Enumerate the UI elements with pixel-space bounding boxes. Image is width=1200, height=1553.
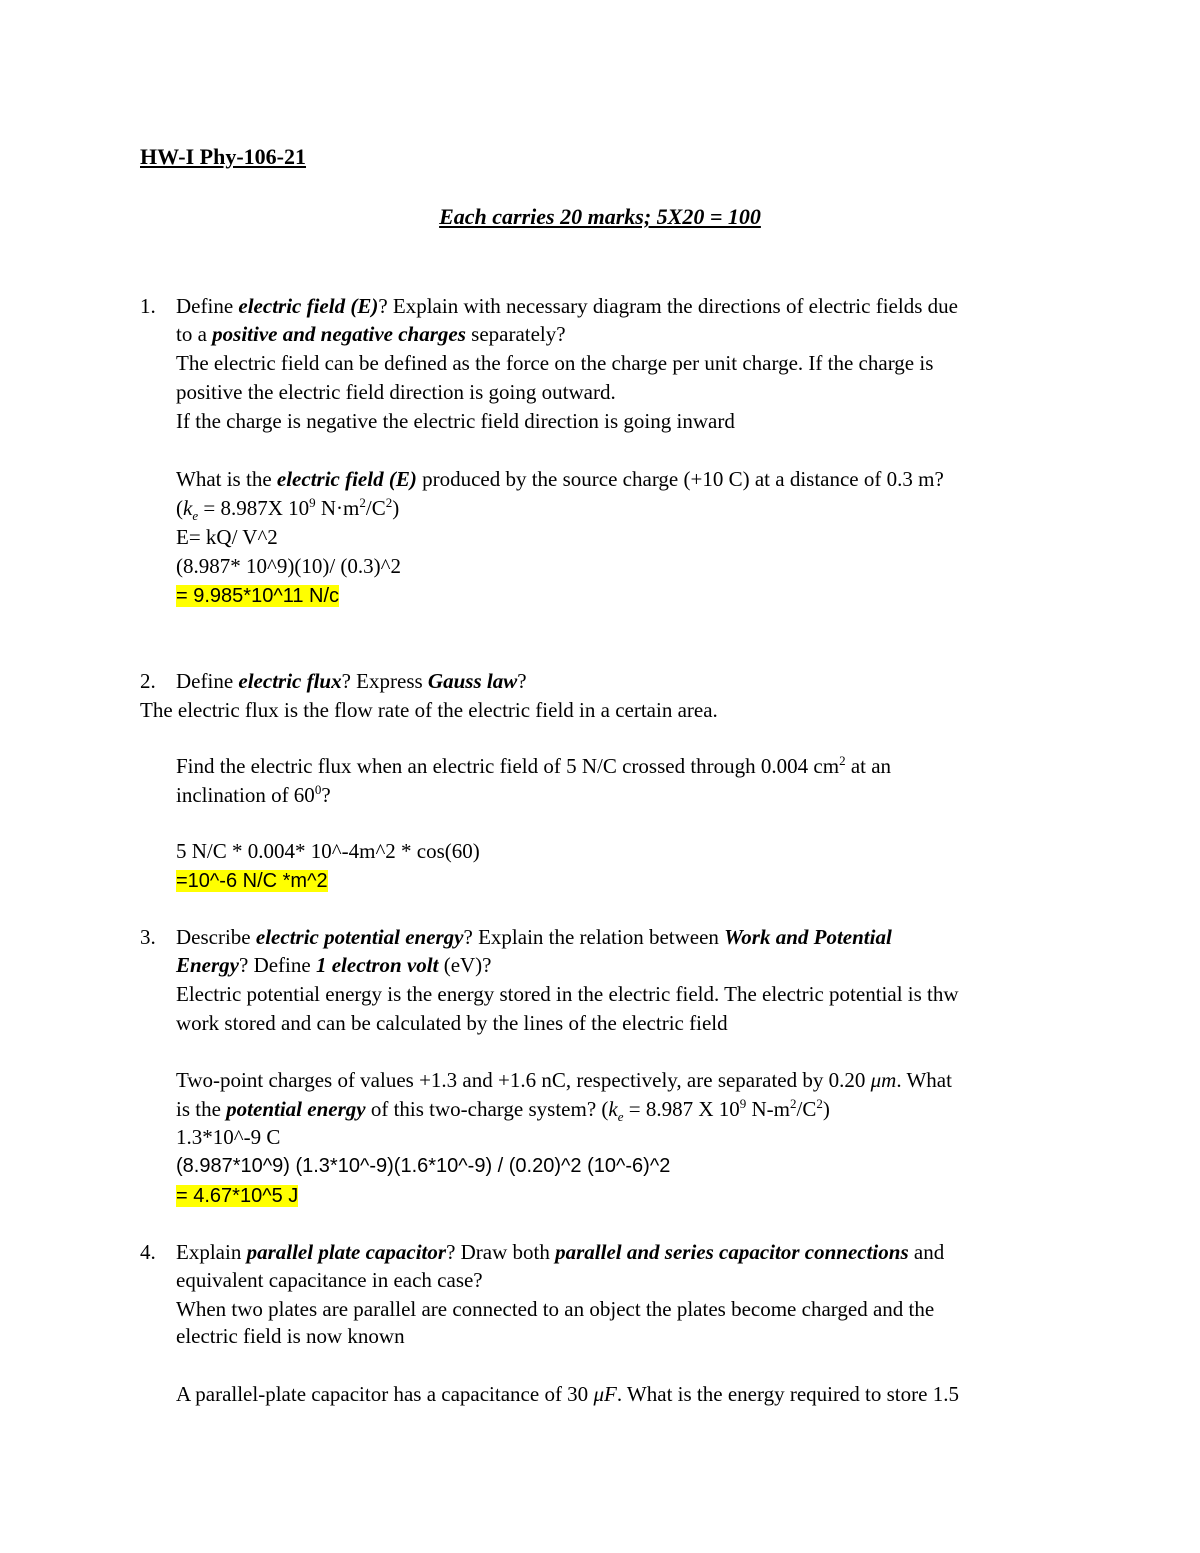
q2-work-line1: 5 N/C * 0.004* 10^-4m^2 * cos(60) bbox=[176, 839, 480, 863]
q1-work-line2: (8.987* 10^9)(10)/ (0.3)^2 bbox=[176, 554, 402, 578]
q2-subquestion-line1: Find the electric flux when an electric field of 5 N/C crossed through 0.004 $cm^2$ at an bbox=[176, 753, 892, 778]
q2-question-line1: Define electric flux? Express Gauss law? bbox=[176, 669, 527, 693]
marks-subtitle: Each carries 20 marks; 5X20 = 100 bbox=[439, 204, 761, 229]
q3-subquestion-line2: is the potential energy of this two-charge system? ($k_e = 8.987$ X $10^9$ $N-m^2/C^2$) bbox=[176, 1096, 830, 1125]
q1-answer-line3: If the charge is negative the electric field direction is going inward bbox=[176, 409, 735, 433]
q3-result bbox=[176, 1182, 298, 1209]
q1-question-line1: Define electric field (E)? Explain with necessary diagram the directions of electric fields due bbox=[176, 294, 958, 318]
q4-question-line2: equivalent capacitance in each case? bbox=[176, 1268, 483, 1292]
q3-question-line2: Energy? Define 1 electron volt (eV)? bbox=[176, 953, 492, 977]
q4-answer-line2: electric field is now known bbox=[176, 1324, 405, 1348]
q1-answer-line2: positive the electric field direction is going outward. bbox=[176, 380, 616, 404]
q2-subquestion-line2: inclination of $60^0$? bbox=[176, 782, 331, 807]
q3-highlighted-answer: = 4.67*10^5 J bbox=[176, 1185, 299, 1207]
q2-highlighted-answer: =10^-6 N/C *m^2 bbox=[176, 870, 328, 892]
q3-number: 3. bbox=[140, 925, 156, 949]
q1-number: 1. bbox=[140, 294, 156, 318]
q3-question-line1: Describe electric potential energy? Explain the relation between Work and Potential bbox=[176, 925, 892, 949]
q1-answer-line1: The electric field can be defined as the force on the charge per unit charge. If the charge is bbox=[176, 351, 934, 375]
q4-number: 4. bbox=[140, 1240, 156, 1264]
q3-answer-line2: work stored and can be calculated by the lines of the electric field bbox=[176, 1011, 728, 1035]
page-title: HW-I Phy-106-21 bbox=[140, 144, 307, 169]
q3-work-line2: (8.987*10^9) (1.3*10^-9)(1.6*10^-9) / (0.20)^2 (10^-6)^2 bbox=[176, 1155, 671, 1177]
q2-answer-line1: The electric flux is the flow rate of the electric field in a certain area. bbox=[140, 698, 718, 722]
q1-constant: ($k_e = 8.987X$ $10^9$ $N\cdot m^2/C^2$) bbox=[176, 495, 400, 524]
q2-result bbox=[176, 867, 328, 894]
q1-result bbox=[176, 582, 339, 609]
q1-highlighted-answer: = 9.985*10^11 N/c bbox=[176, 585, 340, 607]
q1-subquestion: What is the electric field (E) produced by the source charge (+10 C) at a distance of 0.3 m? bbox=[176, 467, 944, 491]
q3-work-line1: 1.3*10^-9 C bbox=[176, 1125, 281, 1149]
q3-answer-line1: Electric potential energy is the energy stored in the electric field. The electric potential is thw bbox=[176, 982, 959, 1006]
q3-subquestion-line1: Two-point charges of values +1.3 and +1.6 nC, respectively, are separated by 0.20 μm. What bbox=[176, 1068, 952, 1092]
q2-number: 2. bbox=[140, 669, 156, 693]
q1-question-line2: to a positive and negative charges separately? bbox=[176, 322, 566, 346]
q1-work-line1: E= kQ/ V^2 bbox=[176, 525, 278, 549]
q4-question-line1: Explain parallel plate capacitor? Draw both parallel and series capacitor connections and bbox=[176, 1240, 945, 1264]
q4-answer-line1: When two plates are parallel are connected to an object the plates become charged and the bbox=[176, 1297, 935, 1321]
q4-subquestion-line1: A parallel-plate capacitor has a capacitance of 30 μF. What is the energy required to store 1.5 bbox=[176, 1382, 959, 1406]
